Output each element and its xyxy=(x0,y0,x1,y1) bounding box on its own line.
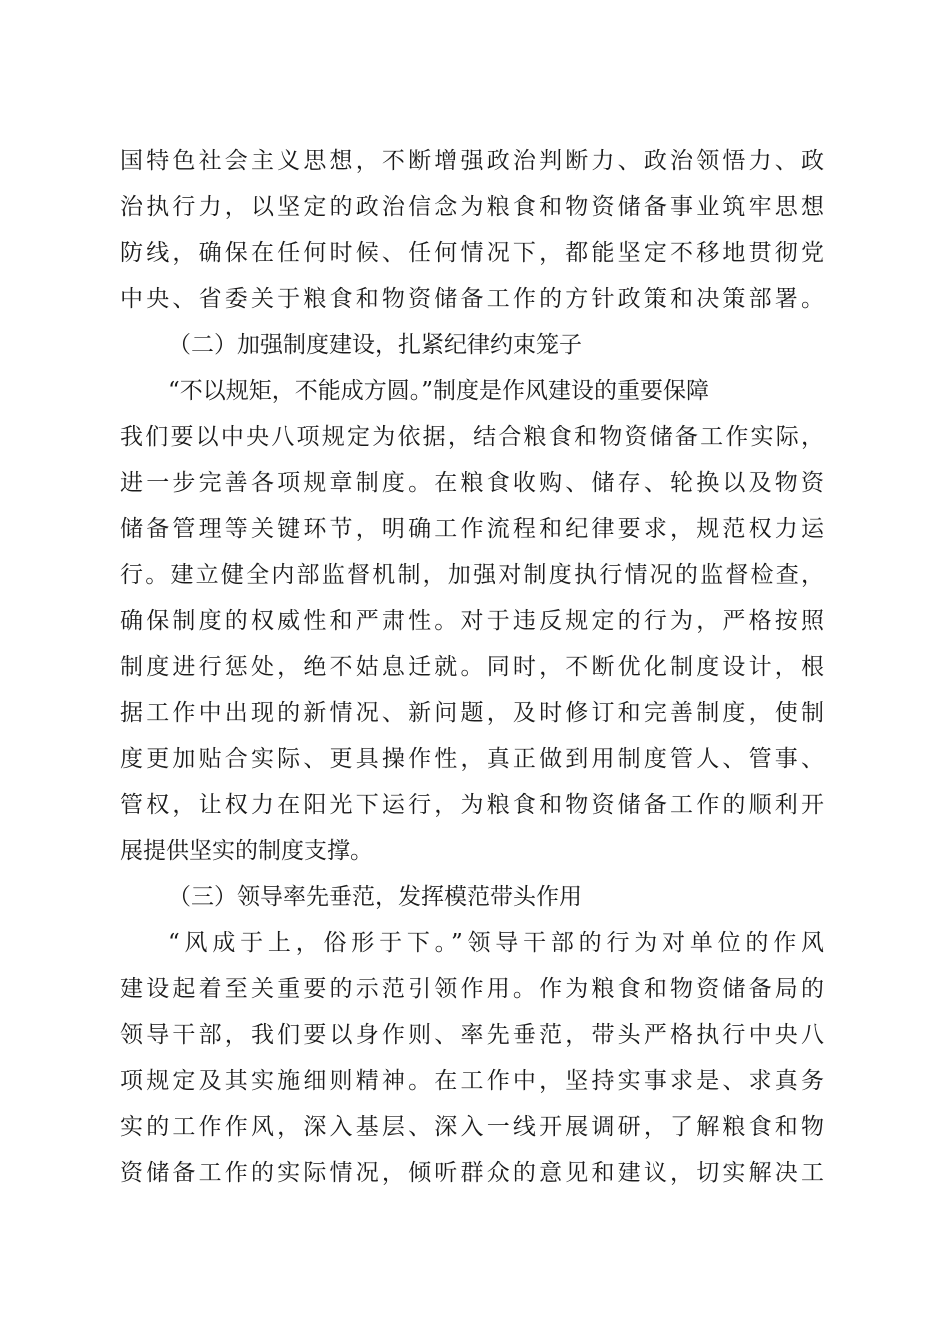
body-text-line: “风成于上，俗形于下。”领导干部的行为对单位的作风 xyxy=(168,930,824,956)
body-text-line: 据工作中出现的新情况、新问题，及时修订和完善制度，使制 xyxy=(120,700,824,726)
body-text-line: 制度进行惩处，绝不姑息迁就。同时，不断优化制度设计，根 xyxy=(120,654,824,680)
body-text-line: 管权，让权力在阳光下运行，为粮食和物资储备工作的顺利开 xyxy=(120,792,824,818)
body-text-line: 国特色社会主义思想，不断增强政治判断力、政治领悟力、政 xyxy=(120,148,824,174)
section-heading: （三）领导率先垂范，发挥模范带头作用 xyxy=(168,884,582,910)
body-text-line: 资储备工作的实际情况，倾听群众的意见和建议，切实解决工 xyxy=(120,1160,824,1186)
body-text-line: 储备管理等关键环节，明确工作流程和纪律要求，规范权力运 xyxy=(120,516,824,542)
body-text-line: 进一步完善各项规章制度。在粮食收购、储存、轮换以及物资 xyxy=(120,470,824,496)
body-text-line: 项规定及其实施细则精神。在工作中，坚持实事求是、求真务 xyxy=(120,1068,824,1094)
body-text-line: 行。建立健全内部监督机制，加强对制度执行情况的监督检查， xyxy=(120,562,824,588)
body-text-line: 治执行力，以坚定的政治信念为粮食和物资储备事业筑牢思想 xyxy=(120,194,824,220)
section-heading: （二）加强制度建设，扎紧纪律约束笼子 xyxy=(168,332,582,358)
body-text-line: 防线，确保在任何时候、任何情况下，都能坚定不移地贯彻党 xyxy=(120,240,824,266)
body-text-line: 实的工作作风，深入基层、深入一线开展调研，了解粮食和物 xyxy=(120,1114,824,1140)
body-text-line: 展提供坚实的制度支撑。 xyxy=(120,838,373,864)
body-text-line: 我们要以中央八项规定为依据，结合粮食和物资储备工作实际， xyxy=(120,424,824,450)
body-text-line: 建设起着至关重要的示范引领作用。作为粮食和物资储备局的 xyxy=(120,976,824,1002)
body-text-line: 确保制度的权威性和严肃性。对于违反规定的行为，严格按照 xyxy=(120,608,824,634)
body-text-line: 中央、省委关于粮食和物资储备工作的方针政策和决策部署。 xyxy=(120,286,824,312)
body-text-line: “不以规矩，不能成方圆。”制度是作风建设的重要保障 xyxy=(168,378,710,404)
body-text-line: 度更加贴合实际、更具操作性，真正做到用制度管人、管事、 xyxy=(120,746,824,772)
body-text-line: 领导干部，我们要以身作则、率先垂范，带头严格执行中央八 xyxy=(120,1022,824,1048)
